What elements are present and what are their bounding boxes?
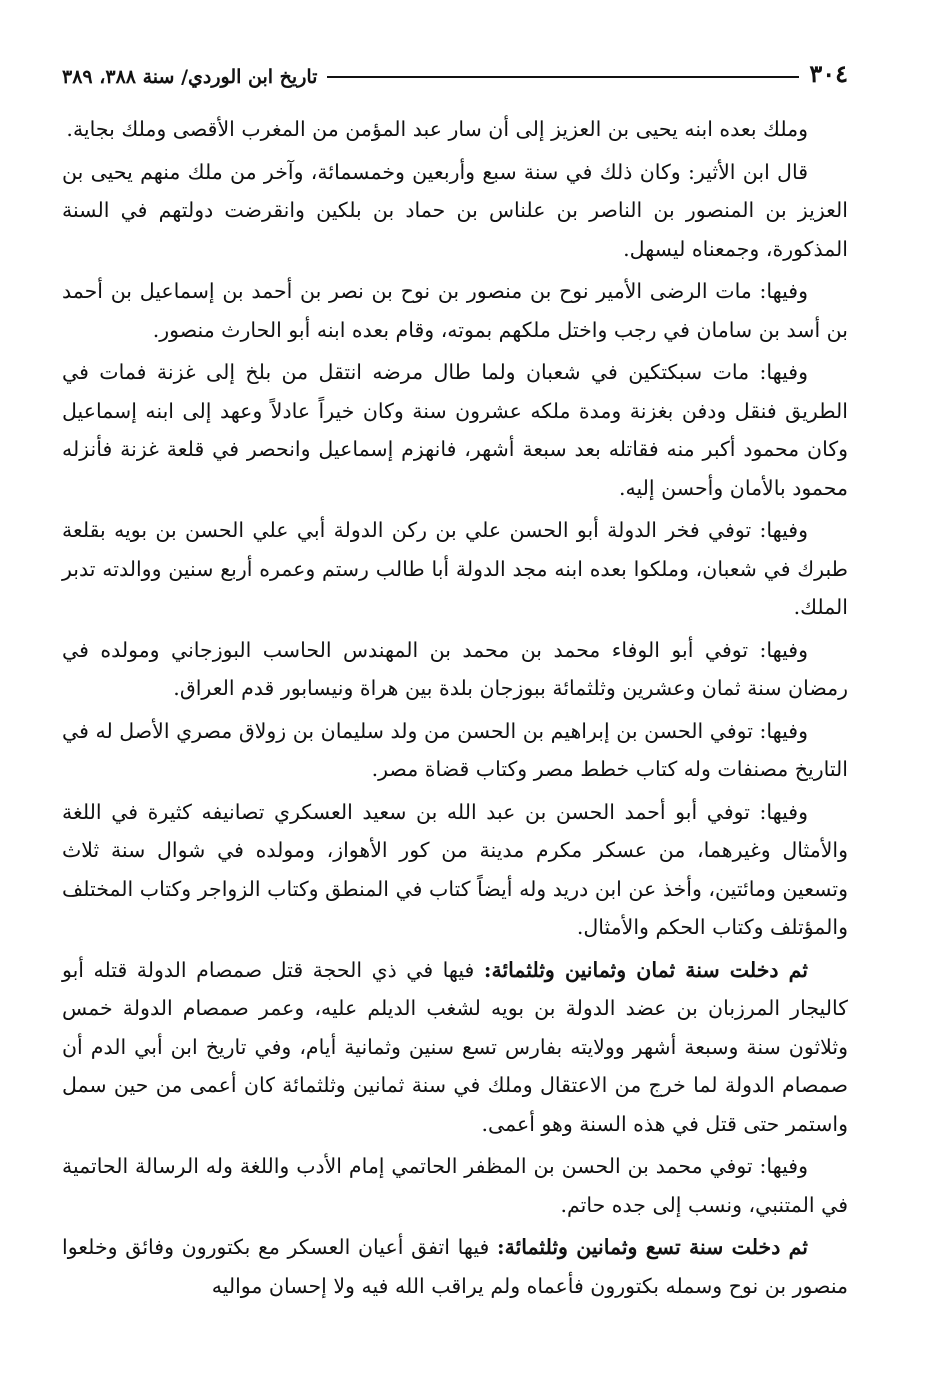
paragraph bbox=[62, 110, 848, 149]
paragraph bbox=[62, 353, 848, 507]
paragraph bbox=[62, 272, 848, 349]
paragraph-text: وفيها: توفي فخر الدولة أبو الحسن علي بن ركن الدولة أبي علي الحسن بن بويه بقلعة طبرك في شعبان، وملكوا بعده ابنه مجد الدولة أبا طالب رستم وعمره أربع سنين ووالدته تدبر الملك. bbox=[62, 518, 848, 619]
paragraph-text: وملك بعده ابنه يحيى بن العزيز إلى أن سار عبد المؤمن من المغرب الأقصى وملك بجاية. bbox=[66, 117, 808, 141]
running-title: تاريخ ابن الوردي/ سنة ٣٨٨، ٣٨٩ bbox=[62, 66, 318, 88]
paragraph-year-heading bbox=[62, 1228, 848, 1305]
paragraph bbox=[62, 631, 848, 708]
running-header bbox=[62, 52, 848, 88]
paragraph-text: قال ابن الأثير: وكان ذلك في سنة سبع وأربعين وخمسمائة، وآخر من ملك منهم يحيى بن العزيز بن المنصور بن الناصر بن علناس بن حماد بن بلكين وانقرضت دولتهم في السنة المذكورة، وجمعناه ليسهل. bbox=[62, 159, 848, 261]
paragraph-text: وفيها: مات الرضى الأمير نوح بن منصور بن نوح بن نصر بن أحمد بن إسماعيل بن أحمد بن أسد بن سامان في رجب واختل ملكهم بموته، وقام بعده ابنه أبو الحارث منصور. bbox=[62, 279, 848, 342]
year-heading: ثم دخلت سنة ثمان وثمانين وثلثمائة: bbox=[483, 957, 808, 982]
paragraph-text: فيها في ذي الحجة قتل صمصام الدولة قتله أبو كاليجار المرزبان بن عضد الدولة بن بويه لشغب الديلم عليه، وعمر صمصام الدولة خمس وثلاثون سنة وسبعة أشهر وولايته بفارس تسع سنين وثمانية أيام، وفي تاريخ ابن أبي الدم أن صمصام الدولة لما خرج من الاعتقال وملك في سنة ثمانين وثلثمائة كان أعمى من حين سمل واستمر حتى قتل في هذه السنة وهو أعمى. bbox=[62, 957, 848, 1136]
paragraph bbox=[62, 712, 848, 789]
paragraph-text: وفيها: توفي محمد بن الحسن بن المظفر الحاتمي إمام الأدب واللغة وله الرسالة الحاتمية في المتنبي، ونسب إلى جده حاتم. bbox=[62, 1154, 848, 1217]
paragraph bbox=[62, 511, 848, 627]
paragraph bbox=[62, 153, 848, 269]
book-page bbox=[62, 52, 848, 1309]
paragraph bbox=[62, 793, 848, 947]
paragraph-year-heading bbox=[62, 951, 848, 1144]
paragraph-text: وفيها: توفي الحسن بن إبراهيم بن الحسن من ولد سليمان بن زولاق مصري الأصل له في التاريخ مصنفات وله كتاب خطط مصر وكتاب قضاة مصر. bbox=[62, 718, 848, 781]
paragraph bbox=[62, 1147, 848, 1224]
header-rule bbox=[327, 76, 799, 78]
year-heading: ثم دخلت سنة تسع وثمانين وثلثمائة: bbox=[497, 1235, 808, 1259]
paragraph-text: وفيها: توفي أبو الوفاء محمد بن محمد بن المهندس الحاسب البوزجاني ومولده في رمضان سنة ثمان وعشرين وثلثمائة ببوزجان بلدة بين هراة ونيسابور قدم العراق. bbox=[62, 637, 848, 700]
page-number: ٣٠٤ bbox=[809, 59, 848, 88]
page-body bbox=[62, 110, 848, 1305]
paragraph-text: فيها اتفق أعيان العسكر مع بكتورون وفائق وخلعوا منصور بن نوح وسمله بكتورون فأعماه ولم يراقب الله فيه ولا إحسان مواليه bbox=[62, 1235, 848, 1298]
paragraph-text: وفيها: مات سبكتكين في شعبان ولما طال مرضه انتقل من بلخ إلى غزنة فمات في الطريق فنقل ودفن بغزنة ومدة ملكه عشرون سنة وكان خيراً عادلاً وعهد إلى ابنه إسماعيل وكان محمود أكبر منه فقاتله بعد سبعة أشهر، فانهزم إسماعيل وانحصر في قلعة غزنة فأنزله محمود بالأمان وأحسن إليه. bbox=[62, 360, 848, 500]
paragraph-text: وفيها: توفي أبو أحمد الحسن بن عبد الله بن سعيد العسكري تصانيفه كثيرة في اللغة والأمثال وغيرهما، من عسكر مكرم مدينة من كور الأهواز، ومولده في شوال سنة ثلاث وتسعين ومائتين، وأخذ عن ابن دريد وله أيضاً كتاب في المنطق وكتاب الزواجر وكتاب المختلف والمؤتلف وكتاب الحكم والأمثال. bbox=[62, 799, 848, 939]
